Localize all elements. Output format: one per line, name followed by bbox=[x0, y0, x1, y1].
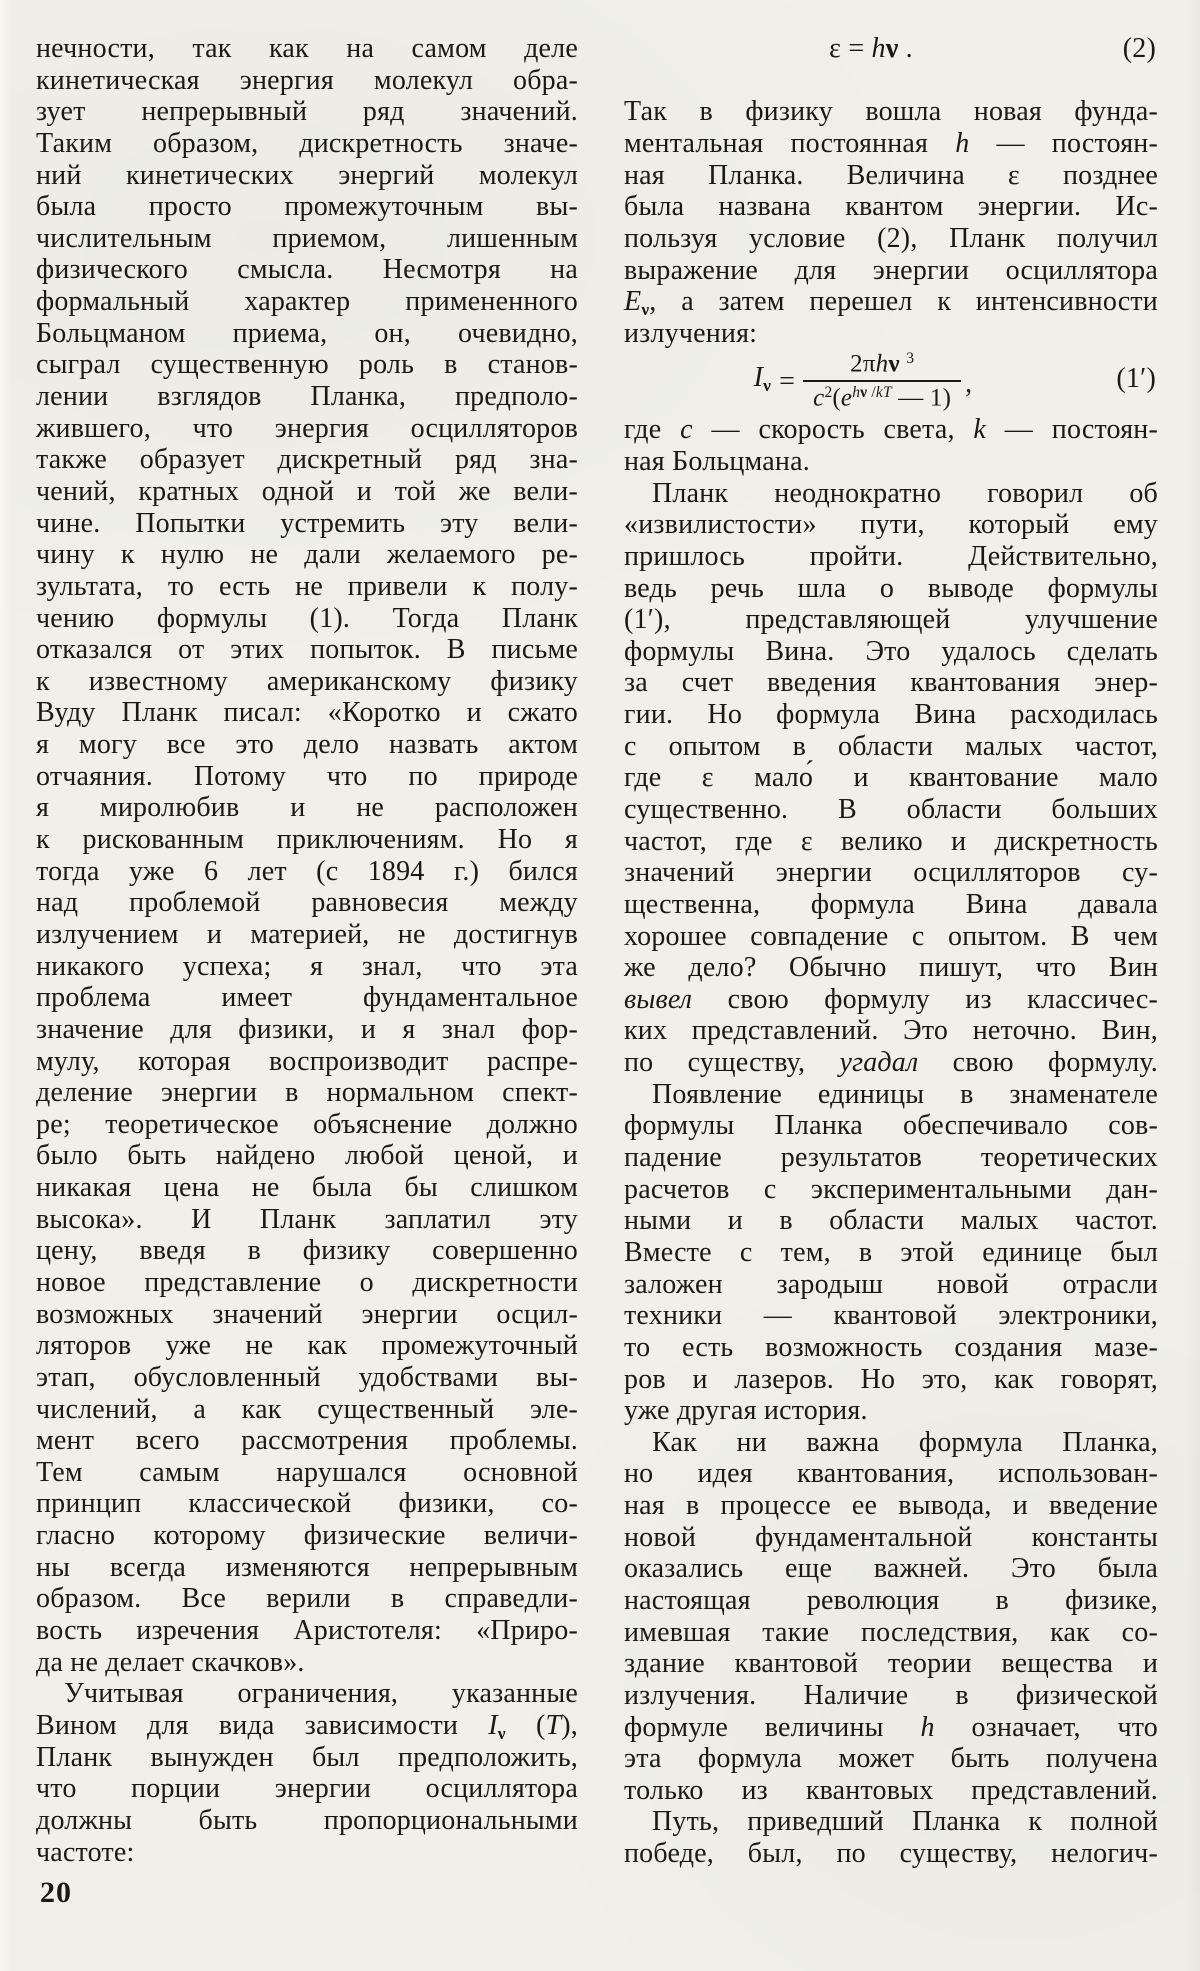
text-line: новой фундаментальной константы bbox=[624, 1521, 1158, 1553]
text-line: (1′), представляющей улучшение bbox=[624, 604, 1158, 636]
text-line: образом. Все верили в справедли- bbox=[36, 1583, 578, 1615]
text-line: значений энергии осцилляторов су- bbox=[624, 857, 1158, 889]
text-line: возможных значений энергии осцил- bbox=[36, 1298, 578, 1330]
text-line: где c — скорость света, k — постоян- bbox=[624, 414, 1158, 446]
text-line: Как ни важна формула Планка, bbox=[652, 1426, 1158, 1458]
text-line: настоящая революция в физике, bbox=[624, 1585, 1158, 1616]
text-line: гии. Но формула Вина расходилась bbox=[624, 699, 1158, 731]
text-line: Eν, а затем перешел к интенсивности bbox=[624, 286, 1158, 320]
text-line: нечности, так как на самом деле bbox=[36, 33, 578, 64]
text-line: с опытом в области малых частот, bbox=[624, 730, 1158, 762]
text-line: формулы Планка обеспечивало сов- bbox=[624, 1110, 1158, 1142]
text-line: проблема имеет фундаментальное bbox=[36, 982, 578, 1014]
text-line: ная Больцмана. bbox=[624, 445, 810, 477]
fraction: $\frac{2\pi h\nu ^3}{c^2(e^{h\nu /kT} — 1)}$ bbox=[803, 350, 961, 414]
text-line: Так в физику вошла новая фунда- bbox=[624, 96, 1158, 128]
formula-2 bbox=[624, 33, 1158, 96]
text-line: числений, а как существенный эле- bbox=[36, 1393, 578, 1425]
text-line: числительным приемом, лишенным bbox=[36, 222, 578, 254]
text-line: излучения: bbox=[624, 317, 758, 349]
text-line: ляторов уже не как промежуточный bbox=[36, 1330, 578, 1362]
text-line: щественна, формула Вина давала bbox=[624, 888, 1158, 920]
right-column bbox=[624, 33, 1158, 1870]
text-line: Вином для вида зависимости Iν (T), bbox=[36, 1709, 578, 1744]
text-line: но идея квантования, использован- bbox=[624, 1458, 1158, 1490]
formula-2-number: (2) bbox=[1122, 33, 1156, 64]
text-line: была названа квантом энергии. Ис- bbox=[624, 191, 1158, 223]
text-line: излучением и материей, не достигнув bbox=[36, 918, 578, 950]
text-line: частоте: bbox=[36, 1836, 135, 1868]
text-line: Учитывая ограничения, указанные bbox=[64, 1678, 578, 1710]
text-line: ре; теоретическое объяснение должно bbox=[36, 1108, 578, 1140]
formula-1-prime: Iν = $\frac{2\pi h\nu ^3}{c^2(e^{h\nu /kT} — 1)}$ , (1′) bbox=[753, 350, 1156, 412]
text-line: чений, кратных одной и той же вели- bbox=[36, 475, 578, 507]
text-line: значение для физики, и я знал фор- bbox=[36, 1013, 578, 1045]
text-line: победе, был, по существу, нелогич- bbox=[624, 1838, 1158, 1870]
text-line: к рискованным приключениям. Но я bbox=[36, 824, 578, 856]
text-line: падение результатов теоретических bbox=[624, 1142, 1158, 1174]
text-line: мент всего рассмотрения проблемы. bbox=[36, 1425, 578, 1457]
text-line: Вместе с тем, в этой единице был bbox=[624, 1236, 1158, 1268]
text-line: принцип классической физики, со- bbox=[36, 1488, 578, 1520]
text-line: излучения. Наличие в физической bbox=[624, 1679, 1158, 1711]
text-line: чину к нулю не дали желаемого ре- bbox=[36, 539, 578, 571]
text-line: ментальная постоянная h — постоян- bbox=[624, 127, 1158, 159]
text-line: к известному американскому физику bbox=[36, 665, 578, 697]
text-line: частот, где ε велико и дискретность bbox=[624, 825, 1158, 857]
text-line: Таким образом, дискретность значе- bbox=[36, 127, 578, 159]
page-number: 20 bbox=[40, 1876, 72, 1909]
text-line: также образует дискретный ряд зна- bbox=[36, 444, 578, 476]
text-line: физического смысла. Несмотря на bbox=[36, 254, 578, 286]
text-line: Вуду Планк писал: «Коротко и сжато bbox=[36, 697, 578, 729]
text-line: я могу все это дело назвать актом bbox=[36, 729, 578, 761]
text-line: зует непрерывный ряд значений. bbox=[36, 96, 578, 128]
text-line: пришлось пройти. Действительно, bbox=[624, 540, 1158, 572]
text-line: отказался от этих попыток. В письме bbox=[36, 634, 578, 666]
text-line: Появление единицы в знаменателе bbox=[652, 1078, 1158, 1110]
text-line: жившего, что энергия осцилляторов bbox=[36, 412, 578, 444]
text-line: было быть найдено любой ценой, и bbox=[36, 1140, 578, 1172]
text-line: пользуя условие (2), Планк получил bbox=[624, 222, 1158, 254]
text-line: хорошее совпадение с опытом. В чем bbox=[624, 920, 1158, 952]
text-line: ний кинетических энергий молекул bbox=[36, 159, 578, 191]
text-line: что порции энергии осциллятора bbox=[36, 1773, 578, 1805]
text-line: должны быть пропорциональными bbox=[36, 1804, 578, 1836]
text-line: существенно. В области больших bbox=[624, 793, 1158, 825]
text-line: «извилистости» пути, который ему bbox=[624, 509, 1158, 541]
text-line: этап, обусловленный удобствами вы- bbox=[36, 1361, 578, 1393]
text-line: где ε мало́ и квантование мало bbox=[624, 762, 1158, 794]
text-line: расчетов с экспериментальными дан- bbox=[624, 1173, 1158, 1205]
text-line: сыграл существенную роль в станов- bbox=[36, 349, 578, 381]
text-line: только из квантовых представлений. bbox=[624, 1774, 1158, 1806]
text-line: техники — квантовой электроники, bbox=[624, 1300, 1158, 1332]
text-line: формуле величины h означает, что bbox=[624, 1711, 1158, 1743]
text-line: цену, введя в физику совершенно bbox=[36, 1235, 578, 1267]
left-column bbox=[36, 33, 578, 1868]
text-line: никакого успеха; я знал, что эта bbox=[36, 950, 578, 982]
text-line: эта формула может быть получена bbox=[624, 1743, 1158, 1775]
text-line: над проблемой равновесия между bbox=[36, 887, 578, 919]
text-line: зультата, то есть не привели к полу- bbox=[36, 570, 578, 602]
text-line: ная в процессе ее вывода, и введение bbox=[624, 1490, 1158, 1522]
text-line: деление энергии в нормальном спект- bbox=[36, 1077, 578, 1109]
text-line: ких представлений. Это неточно. Вин, bbox=[624, 1015, 1158, 1047]
text-line: выражение для энергии осциллятора bbox=[624, 254, 1158, 286]
text-line: по существу, угадал свою формулу. bbox=[624, 1047, 1158, 1079]
text-line: высока». И Планк заплатил эту bbox=[36, 1203, 578, 1235]
text-line: Планк вынужден был предположить, bbox=[36, 1741, 578, 1773]
formula-2-body: ε = hν . bbox=[829, 33, 913, 64]
text-line: новое представление о дискретности bbox=[36, 1266, 578, 1298]
text-line: мулу, которая воспроизводит распре- bbox=[36, 1045, 578, 1077]
text-line: здание квантовой теории вещества и bbox=[624, 1648, 1158, 1680]
text-line: ная Планка. Величина ε позднее bbox=[624, 159, 1158, 191]
text-line: формальный характер примененного bbox=[36, 286, 578, 318]
text-line: за счет введения квантования энер- bbox=[624, 667, 1158, 699]
formula-1-prime-number: (1′) bbox=[1116, 363, 1156, 395]
text-line: оказались еще важней. Это была bbox=[624, 1553, 1158, 1585]
text-line: была просто промежуточным вы- bbox=[36, 191, 578, 223]
text-line: же дело? Обычно пишут, что Вин bbox=[624, 952, 1158, 984]
text-line: Тем самым нарушался основной bbox=[36, 1456, 578, 1488]
text-line: лении взглядов Планка, предполо- bbox=[36, 381, 578, 413]
text-line: вость изречения Аристотеля: «Приро- bbox=[36, 1615, 578, 1647]
text-line: да не делает скачков». bbox=[36, 1646, 305, 1678]
text-line: отчаяния. Потому что по природе bbox=[36, 760, 578, 792]
text-line: Путь, приведший Планка к полной bbox=[652, 1806, 1158, 1838]
text-line: Планк неоднократно говорил об bbox=[652, 477, 1158, 509]
text-line: то есть возможность создания мазе- bbox=[624, 1331, 1158, 1363]
text-line: ными и в области малых частот. bbox=[624, 1205, 1158, 1237]
text-line: ведь речь шла о выводе формулы bbox=[624, 572, 1158, 604]
text-line: ны всегда изменяются непрерывным bbox=[36, 1551, 578, 1583]
text-line: заложен зародыш новой отрасли bbox=[624, 1268, 1158, 1300]
text-line: имевшая такие последствия, как со- bbox=[624, 1616, 1158, 1648]
text-line: чине. Попытки устремить эту вели- bbox=[36, 507, 578, 539]
text-line: я миролюбив и не расположен bbox=[36, 792, 578, 824]
text-line: кинетическая энергия молекул обра- bbox=[36, 64, 578, 96]
text-line: уже другая история. bbox=[624, 1395, 868, 1427]
text-line: Больцманом приема, он, очевидно, bbox=[36, 317, 578, 349]
text-line: формулы Вина. Это удалось сделать bbox=[624, 635, 1158, 667]
text-line: гласно которому физические величи- bbox=[36, 1520, 578, 1552]
text-line: никакая цена не была бы слишком bbox=[36, 1172, 578, 1204]
text-line: ров и лазеров. Но это, как говорят, bbox=[624, 1363, 1158, 1395]
text-line: тогда уже 6 лет (с 1894 г.) бился bbox=[36, 855, 578, 887]
text-line: чению формулы (1). Тогда Планк bbox=[36, 602, 578, 634]
text-line: вывел свою формулу из классичес- bbox=[624, 983, 1158, 1015]
